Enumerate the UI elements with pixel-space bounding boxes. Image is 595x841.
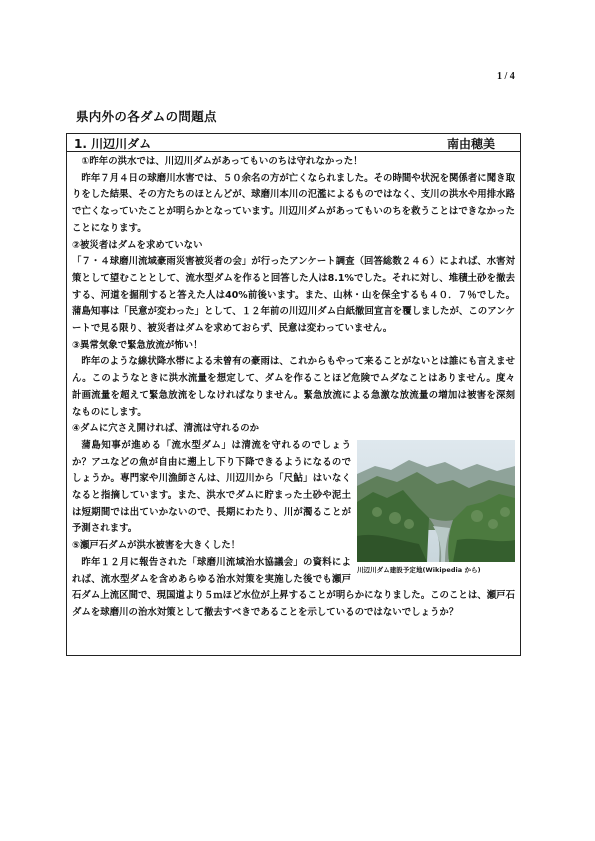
point-4-heading: ④ダムに穴さえ開ければ、清流は守れるのか [72,423,260,435]
section-header [67,134,520,152]
point-3-heading: ③異常気象で緊急放流が怖い！ [72,339,203,351]
photo-caption: 川辺川ダム建設予定地(Wikipedia から) [357,565,481,574]
document-title: 県内外の各ダムの問題点 [76,109,217,124]
point-2-heading: ②被災者はダムを求めていない [72,239,203,251]
point-3-body: 昨年のような線状降水帯による未曾有の豪雨は、これからもやって来ることがないとは誰にも言えません。このようなときに洪水流量を想定して、ダムを作ることほど危険でムダなことはありません。度々計画流量を超えて緊急放流をしなければなりません。緊急放流による急激な放流量の増加は被害を深刻なものにします。 [72,356,515,418]
section-title: 1. 川辺川ダム [74,137,152,151]
dam-site-photo [357,440,515,562]
point-2-body: 「７・４球磨川流域豪雨災害被災者の会」が行ったアンケート調査（回答総数２４６）によれば、水害対策として望むこととして、流水型ダムを作ると回答した人は8.1%でした。それに対し、堆積土砂を撤去する、河道を掘削すると答えた人は40%前後います。また、山林・山を保全するも４０．７％でした。蒲島知事は「民意が変わった」として、１２年前の川辺川ダム白紙撤回宣言を覆しましたが、このアンケートで見る限り、被災者はダムを求めておらず、民意は変わっていません。 [72,256,515,335]
point-5-body: 昨年１２月に報告された「球磨川流域治水協議会」の資料によれば、流水型ダムを含めあらゆる治水対策を実施した後でも瀬戸石ダム上流区間で、現国道より５ｍほど水位が上昇することが明らかになりました。このことは、瀬戸石ダムを球磨川の治水対策として撤去すべきであることを示しているのではないでしょうか？ [72,556,515,618]
dam-site-figure [357,440,515,580]
point-1-body: 昨年７月４日の球磨川水害では、５０余名の方が亡くなられました。その時間や状況を関係者に聞き取りをした結果、その方たちのほとんどが、球磨川本川の氾濫によるものではなく、支川の洪水や用排水路で亡くなっていたことが明らかとなっています。川辺川ダムがあってもいのちを救うことはできなかったことになります。 [72,172,515,234]
section-box [66,133,521,656]
point-5-heading: ⑤瀬戸石ダムが洪水被害を大きくした！ [72,540,241,552]
point-1-heading: ①昨年の洪水では、川辺川ダムがあってもいのちは守れなかった！ [81,156,363,167]
point-4-body-text: 蒲島知事が進める「流水型ダム」は清流を守れるのでしょうか？アユなどの魚が自由に遡上し下り下降できるようになるのでしょうか。専門家や川漁師さんは、川辺川から「尺鮎」はいなくなると指摘しています。また、洪水でダムに貯まった土砂や泥土は短期間では出ていかないので、長期にわたり、川が濁ることが予測されます。 [72,439,351,535]
page-number: 1 / 4 [497,71,515,82]
section-body [67,152,520,622]
author-name: 南由穂美 [447,137,496,151]
